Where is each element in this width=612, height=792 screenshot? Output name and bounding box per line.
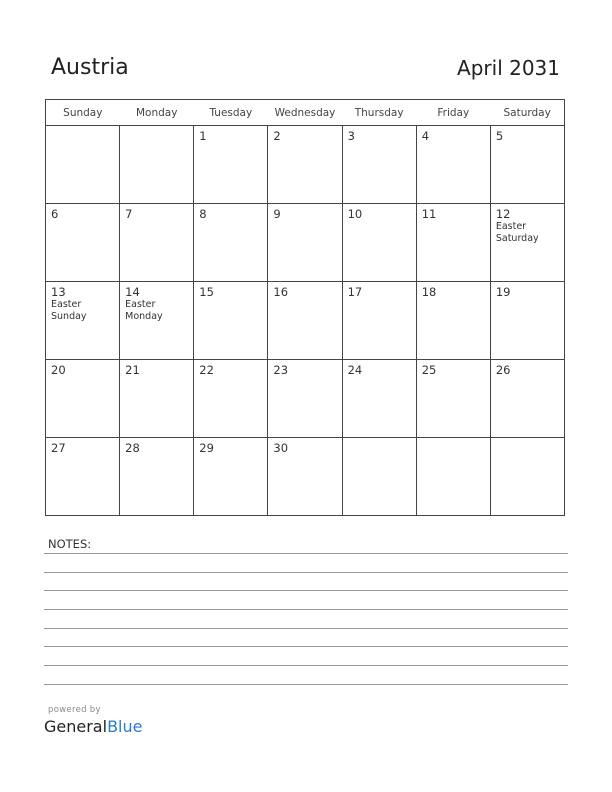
calendar-body — [46, 126, 565, 516]
day-number: 29 — [199, 441, 214, 455]
day-cell — [342, 438, 416, 516]
holiday-label: Easter — [495, 221, 527, 232]
day-number: 6 — [51, 207, 59, 221]
day-cell — [268, 438, 342, 516]
week-row — [46, 204, 565, 282]
day-number: 14 — [125, 285, 140, 299]
day-cell — [490, 438, 564, 516]
day-number: 23 — [273, 363, 289, 377]
day-cell — [268, 282, 342, 360]
weekday-sunday: Sunday — [46, 100, 120, 126]
day-number: 9 — [273, 207, 281, 221]
day-number: 25 — [421, 363, 437, 377]
country-title: Austria — [51, 55, 129, 80]
day-number: 30 — [273, 441, 289, 455]
day-cell — [490, 126, 564, 204]
day-number: 20 — [51, 363, 66, 377]
day-cell — [194, 126, 268, 204]
logo-general-text: General — [44, 717, 108, 736]
holiday-label: Monday — [125, 311, 163, 322]
day-number: 1 — [199, 129, 207, 143]
weekday-thursday: Thursday — [342, 100, 416, 126]
powered-by-text: powered by — [48, 705, 101, 715]
day-number: 13 — [51, 285, 66, 299]
day-number: 27 — [51, 441, 66, 455]
day-number: 28 — [125, 441, 140, 455]
weekday-tuesday: Tuesday — [194, 100, 268, 126]
day-number: 2 — [273, 129, 281, 143]
day-cell — [490, 360, 564, 438]
day-cell — [46, 126, 120, 204]
day-number: 26 — [495, 363, 511, 377]
day-cell — [120, 438, 194, 516]
day-cell — [120, 126, 194, 204]
day-number: 8 — [199, 207, 207, 221]
day-cell — [194, 282, 268, 360]
note-line — [44, 665, 568, 666]
day-cell — [46, 360, 120, 438]
day-cell — [416, 204, 490, 282]
day-number: 18 — [421, 285, 437, 299]
day-number: 16 — [273, 285, 289, 299]
day-cell — [120, 360, 194, 438]
day-number: 12 — [495, 207, 511, 221]
note-line — [44, 646, 568, 647]
day-cell — [342, 360, 416, 438]
day-cell — [194, 438, 268, 516]
generalblue-logo — [44, 717, 142, 736]
holiday-label: Easter — [51, 299, 82, 310]
weekday-friday: Friday — [416, 100, 490, 126]
month-title: April 2031 — [457, 56, 560, 80]
day-cell — [342, 204, 416, 282]
weekday-monday: Monday — [120, 100, 194, 126]
day-cell — [194, 204, 268, 282]
holiday-label: Saturday — [495, 233, 539, 244]
week-row — [46, 126, 565, 204]
weekday-wednesday: Wednesday — [268, 100, 342, 126]
day-cell — [416, 438, 490, 516]
day-cell — [268, 204, 342, 282]
note-line — [44, 553, 568, 554]
calendar-grid — [45, 99, 565, 516]
weekday-saturday: Saturday — [490, 100, 564, 126]
day-cell — [342, 126, 416, 204]
day-cell — [416, 282, 490, 360]
day-number: 3 — [347, 129, 355, 143]
week-row — [46, 360, 565, 438]
day-cell — [46, 438, 120, 516]
day-cell — [490, 282, 564, 360]
day-cell — [268, 126, 342, 204]
day-cell — [46, 282, 120, 360]
note-line — [44, 684, 568, 685]
note-line — [44, 609, 568, 610]
day-cell — [342, 282, 416, 360]
day-number: 7 — [125, 207, 133, 221]
holiday-label: Easter — [125, 299, 156, 310]
day-number: 22 — [199, 363, 214, 377]
week-row — [46, 282, 565, 360]
day-cell — [268, 360, 342, 438]
day-number: 4 — [421, 129, 430, 143]
day-number: 5 — [495, 129, 504, 143]
day-cell — [46, 204, 120, 282]
day-cell — [490, 204, 564, 282]
day-cell — [416, 360, 490, 438]
note-line — [44, 628, 568, 629]
notes-label: NOTES: — [48, 537, 92, 551]
week-row — [46, 438, 565, 516]
day-number: 19 — [495, 285, 511, 299]
day-number: 15 — [199, 285, 214, 299]
day-number: 24 — [347, 363, 363, 377]
weekday-header-row — [46, 100, 565, 126]
note-line — [44, 572, 568, 573]
day-number: 11 — [421, 207, 437, 221]
note-line — [44, 590, 568, 591]
day-cell — [194, 360, 268, 438]
day-number: 21 — [125, 363, 140, 377]
day-number: 10 — [347, 207, 363, 221]
logo-blue-text: Blue — [107, 717, 143, 736]
day-number: 17 — [347, 285, 363, 299]
day-cell — [416, 126, 490, 204]
day-cell — [120, 204, 194, 282]
day-cell — [120, 282, 194, 360]
holiday-label: Sunday — [51, 311, 87, 322]
